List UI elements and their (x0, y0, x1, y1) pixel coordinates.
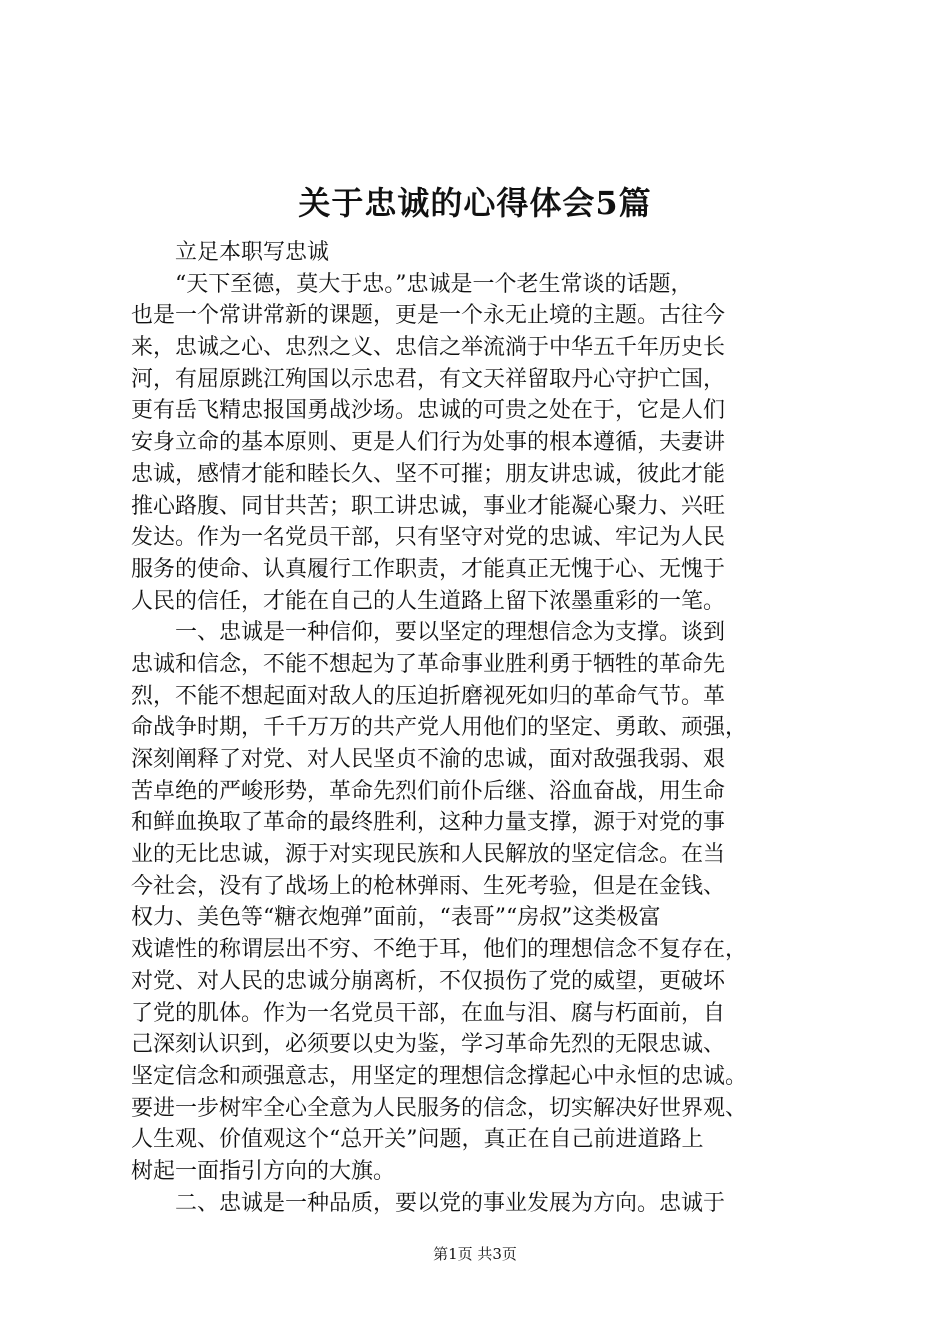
text-line: 要进一步树牢全心全意为人民服务的信念，切实解决好世界观、 (131, 1095, 748, 1121)
text-line: 今社会，没有了战场上的枪林弹雨、生死考验，但是在金钱、 (131, 873, 726, 899)
text-line: 也是一个常讲常新的课题，更是一个永无止境的主题。古往今 (131, 303, 726, 329)
document-title: 关于忠诚的心得体会5篇 (298, 184, 652, 222)
text-line: 忠诚和信念，不能不想起为了革命事业胜利勇于牺牲的革命先 (131, 651, 726, 677)
paragraph (131, 269, 831, 618)
text-line: “天下至德，莫大于忠。”忠诚是一个老生常谈的话题， (175, 271, 693, 297)
text-line: 更有岳飞精忠报国勇战沙场。忠诚的可贵之处在于，它是人们 (131, 398, 726, 424)
text-line: 服务的使命、认真履行工作职责，才能真正无愧于心、无愧于 (131, 556, 726, 582)
text-line: 二、忠诚是一种品质，要以党的事业发展为方向。忠诚于 (175, 1190, 726, 1216)
paragraph (131, 237, 831, 269)
text-line: 树起一面指引方向的大旗。 (131, 1158, 396, 1184)
page-footer: 第1页 共3页 (433, 1245, 517, 1263)
text-line: 苦卓绝的严峻形势，革命先烈们前仆后继、浴血奋战，用生命 (131, 778, 726, 804)
text-line: 一、忠诚是一种信仰，要以坚定的理想信念为支撑。谈到 (175, 620, 726, 646)
text-line: 忠诚，感情才能和睦长久、坚不可摧；朋友讲忠诚，彼此才能 (131, 461, 726, 487)
text-line: 安身立命的基本原则、更是人们行为处事的根本遵循，夫妻讲 (131, 430, 726, 456)
paragraph (131, 1188, 831, 1220)
text-line: 了党的肌体。作为一名党员干部，在血与泪、腐与朽面前，自 (131, 1000, 726, 1026)
text-line: 人民的信任，才能在自己的人生道路上留下浓墨重彩的一笔。 (131, 588, 726, 614)
text-line: 立足本职写忠诚 (175, 240, 330, 265)
text-line: 己深刻认识到，必须要以史为鉴，学习革命先烈的无限忠诚、 (131, 1032, 726, 1058)
paragraph (131, 617, 831, 1187)
text-line: 对党、对人民的忠诚分崩离析，不仅损伤了党的威望，更破坏 (131, 968, 726, 994)
text-line: 推心路腹、同甘共苦；职工讲忠诚，事业才能凝心聚力、兴旺 (131, 493, 726, 519)
text-line: 和鲜血换取了革命的最终胜利，这种力量支撑，源于对党的事 (131, 810, 726, 836)
text-line: 戏谑性的称谓层出不穷、不绝于耳，他们的理想信念不复存在， (131, 937, 748, 963)
document-body (131, 237, 831, 1219)
text-line: 业的无比忠诚，源于对实现民族和人民解放的坚定信念。在当 (131, 842, 726, 868)
text-line: 来，忠诚之心、忠烈之义、忠信之举流淌于中华五千年历史长 (131, 335, 726, 361)
text-line: 命战争时期，千千万万的共产党人用他们的坚定、勇敢、顽强， (131, 715, 748, 741)
text-line: 权力、美色等“糖衣炮弹”面前，“表哥”“房叔”这类极富 (131, 905, 661, 931)
text-line: 发达。作为一名党员干部，只有坚守对党的忠诚、牢记为人民 (131, 525, 726, 551)
text-line: 深刻阐释了对党、对人民坚贞不渝的忠诚，面对敌强我弱、艰 (131, 747, 726, 772)
text-line: 人生观、价值观这个“总开关”问题，真正在自己前进道路上 (131, 1127, 704, 1153)
text-line: 河，有屈原跳江殉国以示忠君，有文天祥留取丹心守护亡国， (131, 366, 726, 392)
text-line: 烈，不能不想起面对敌人的压迫折磨视死如归的革命气节。革 (131, 683, 726, 709)
text-line: 坚定信念和顽强意志，用坚定的理想信念撑起心中永恒的忠诚。 (131, 1063, 748, 1089)
